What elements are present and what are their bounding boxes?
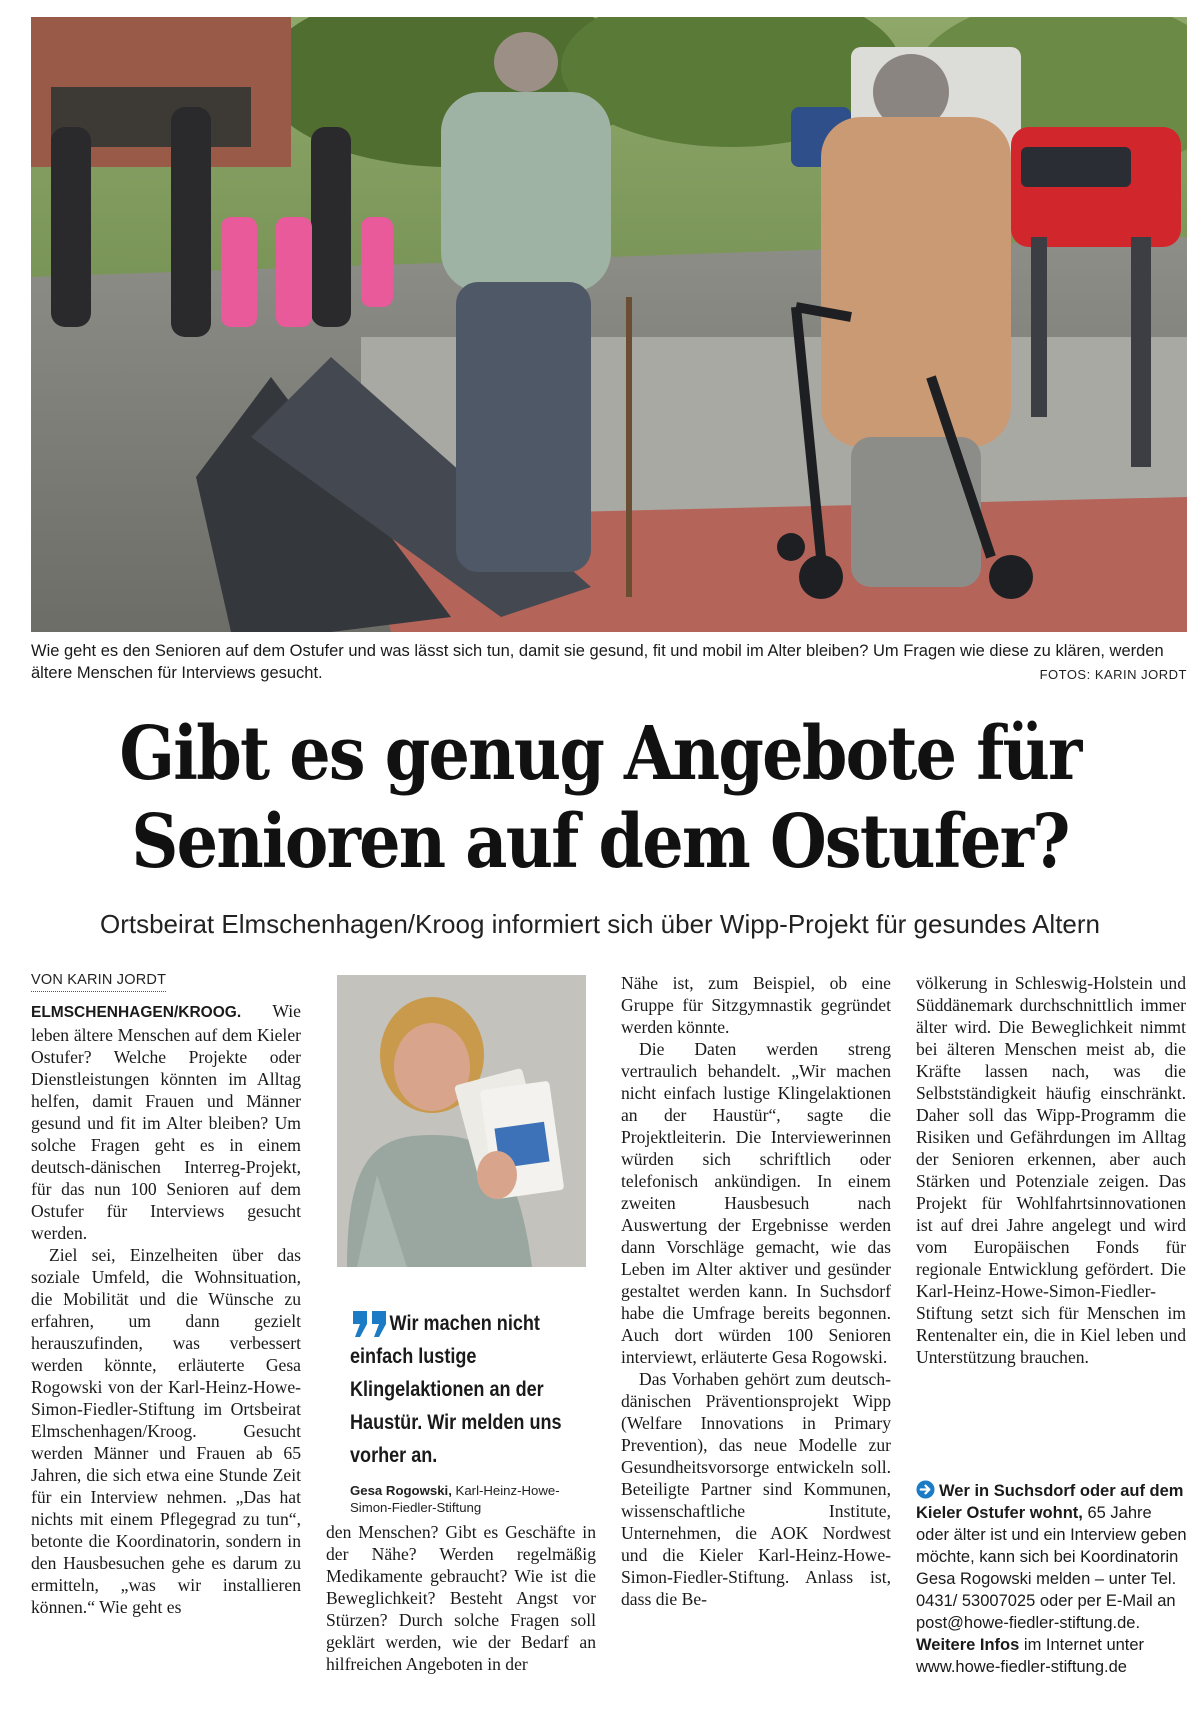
article-column-3 (621, 972, 891, 1610)
quote-text: Wir machen nicht einfach lustige Klingelaktionen an der Haustür. Wir melden uns vorher an. (350, 1312, 562, 1467)
info-lead: Wer in Suchsdorf oder auf dem Kieler Ostufer wohnt, (916, 1482, 1184, 1522)
article-paragraph: Das Vorhaben gehört zum deutsch-dänischen Präventionsprojekt Wipp (Welfare Innovations in Primary Prevention), das neue Modelle zur Gesundheitsvorsorge entwickeln soll. Beteiligte Partner sind Kommunen, wissenschaftliche Institute, Unternehmen, die AOK Nordwest und die Kieler Karl-Heinz-Howe-Simon-Fiedler-Stiftung. Anlass ist, dass die Be- (621, 1369, 891, 1609)
info-box (916, 1480, 1188, 1678)
quote-author (350, 1482, 590, 1516)
info-more-label: Weitere Infos (916, 1636, 1020, 1654)
headline (72, 710, 1128, 886)
photo-caption-text: Wie geht es den Senioren auf dem Ostufer und was lässt sich tun, damit sie gesund, fit und mobil im Alter bleiben? Um Fragen wie diese zu klären, werden ältere Menschen für Interviews gesucht. (31, 642, 1164, 682)
article-paragraph (31, 1000, 301, 1244)
subline: Ortsbeirat Elmschenhagen/Kroog informiert sich über Wipp-Projekt für gesundes Altern (99, 909, 1101, 939)
article-text: Wie leben ältere Menschen auf dem Kieler Ostufer? Welche Projekte oder Dienstleistungen könnten im Alltag helfen, damit Frauen und Männer gesund und fit im Alter bleiben? Um solche Fragen geht es in einem deutsch-dänischen Interreg-Projekt, für das nun 100 Senioren auf dem Ostufer für Interviews gesucht werden. (31, 1001, 301, 1243)
arrow-right-circle-icon (916, 1480, 935, 1499)
article-paragraph: Die Daten werden streng vertraulich behandelt. „Wir machen nicht einfach lustige Klingelaktionen an der Haustür“, sagte die Projektleiterin. Die Interviewerinnen würden sich schriftlich oder telefonisch ankündigen. In einem zweiten Hausbesuch nach Auswertung der Ergebnisse werden dann Vorschläge gemacht, wie das Leben im Alter aktiver und gesünder gestaltet werden kann. In Suchsdorf habe die Umfrage bereits begonnen. Auch dort würden 100 Senioren interviewt, erläuterte Gesa Rogowski. (621, 1039, 891, 1367)
photo-caption (31, 640, 1187, 684)
quote-author-name: Gesa Rogowski, (350, 1483, 452, 1498)
article-paragraph: völkerung in Schleswig-Holstein und Süddänemark durchschnittlich immer älter wird. Die Beweglichkeit nimmt bei älteren Menschen meist ab, die Kräfte lassen nach, was die Selbstständigkeit häufig einschränkt. Daher soll das Wipp-Programm die Risiken und Gefährdungen im Alltag der Senioren erkennen, aber auch Stärken und Potenziale zeigen. Das Projekt für Wohlfahrtsinnovationen ist auf drei Jahre angelegt und wird vom Europäischen Fonds für regionale Entwicklung gefördert. Die Karl-Heinz-Howe-Simon-Fiedler-Stiftung setzt sich für Menschen im Rentenalter ein, die in Kiel leben und Unterstützung brauchen. (916, 973, 1186, 1367)
info-body: 65 Jahre oder älter ist und ein Interview geben möchte, kann sich bei Koordinatorin Gesa Rogowski melden – unter Tel. 0431/ 53007025 oder per E-Mail an post@howe-fiedler-stiftung.de. (916, 1504, 1187, 1632)
article-paragraph: Ziel sei, Einzelheiten über das soziale Umfeld, die Wohnsituation, die Mobilität und die Wünsche zu erfahren, um dann gezielt herauszufinden, was verbessert werden könnte, erläuterte Gesa Rogowski von der Karl-Heinz-Howe-Simon-Fiedler-Stiftung im Ortsbeirat Elmschenhagen/Kroog. Gesucht werden Männer und Frauen ab 65 Jahren, die sich etwa eine Stunde Zeit für ein Interview nehmen. „Das hat nichts mit einem Pflegegrad zu tun“, betonte die Koordinatorin, sondern in den Hausbesuchen gehe es darum zu ermitteln, „was wir installieren können.“ Wie geht es (31, 1245, 301, 1617)
dateline: ELMSCHENHAGEN/KROOG. (31, 1004, 242, 1021)
headline-line-1: Gibt es genug Angebote für (119, 711, 1081, 797)
byline: VON KARIN JORDT (31, 972, 166, 992)
quote-text-block (350, 1307, 590, 1472)
article-column-1 (31, 1000, 301, 1618)
article-paragraph: Nähe ist, zum Beispiel, ob eine Gruppe für Sitzgymnastik gegründet werden könnte. (621, 973, 891, 1037)
photo-credit: FOTOS: KARIN JORDT (1039, 667, 1187, 682)
quote-author-role: Karl-Heinz-Howe-Simon-Fiedler-Stiftung (350, 1483, 560, 1515)
article-column-2 (326, 1521, 596, 1675)
article-column-4 (916, 972, 1186, 1368)
article-paragraph: den Menschen? Gibt es Geschäfte in der Nähe? Werden regelmäßig Medikamente gebraucht? Wie ist die Beweglichkeit? Besteht Angst vor Stürzen? Durch solche Fragen soll geklärt werden, wie der Bedarf an hilfreichen Angeboten in der (326, 1522, 596, 1674)
main-photo-illustration (31, 17, 1187, 632)
info-more-link[interactable]: im Internet unter www.howe-fiedler-stiftung.de (916, 1636, 1145, 1676)
portrait-illustration (337, 975, 586, 1267)
portrait-photo (337, 975, 586, 1267)
pull-quote (350, 1307, 590, 1516)
headline-line-2: Senioren auf dem Ostufer? (131, 799, 1069, 885)
main-photo (31, 17, 1187, 632)
